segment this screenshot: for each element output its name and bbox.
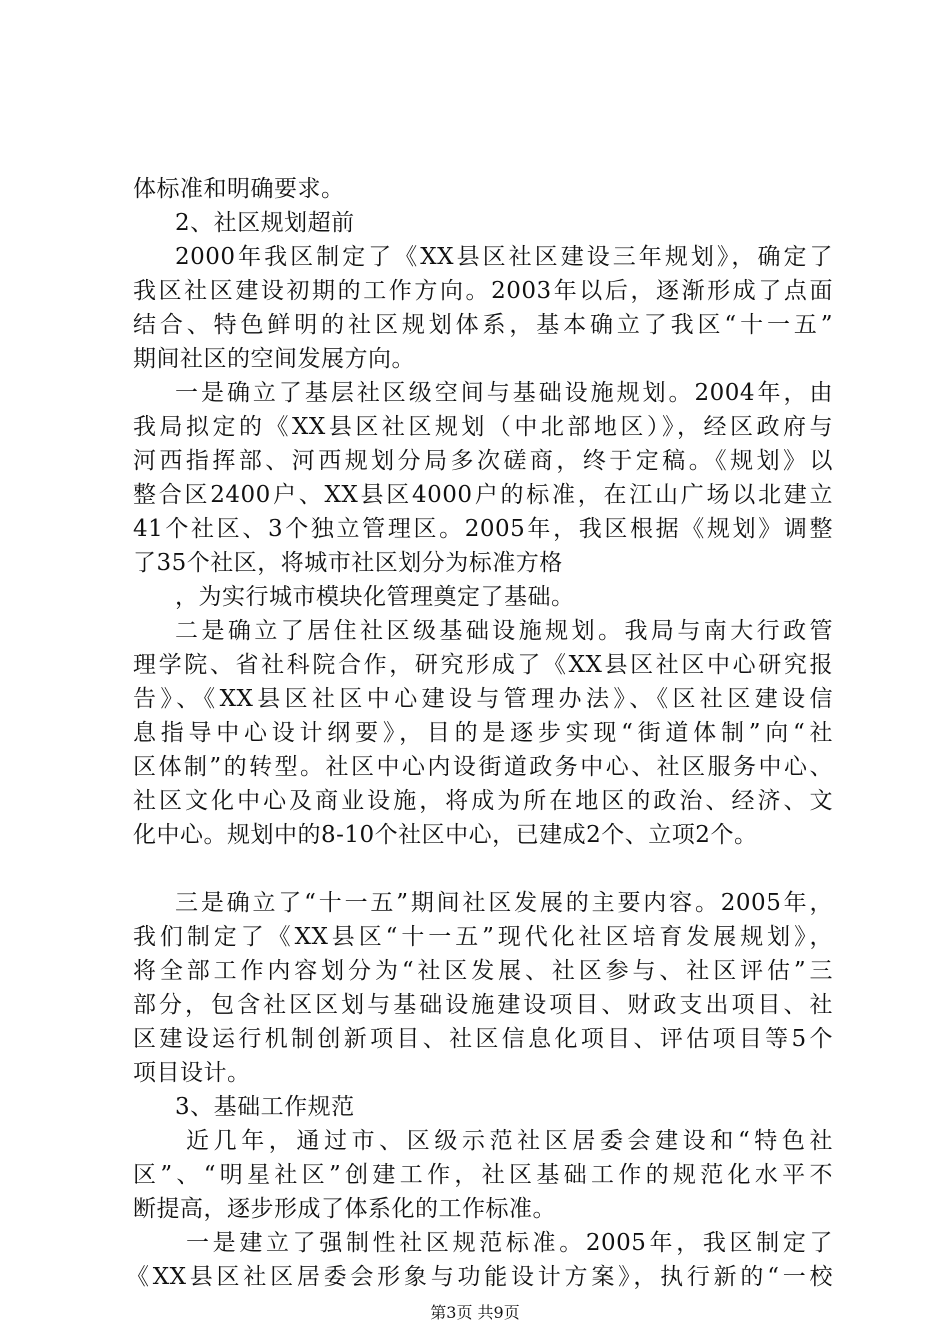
text-line: 《XX县区社区居委会形象与功能设计方案》，执行新的“一校 bbox=[126, 1264, 833, 1290]
text-line: 体标准和明确要求。 bbox=[133, 176, 345, 202]
section-heading: 2、社区规划超前 bbox=[175, 210, 355, 236]
text-line: 近几年，通过市、区级示范社区居委会建设和“特色社 bbox=[186, 1128, 833, 1154]
text-line: 三是确立了“十一五”期间社区发展的主要内容。2005年， bbox=[175, 890, 833, 916]
text-line: 断提高，逐步形成了体系化的工作标准。 bbox=[133, 1196, 556, 1222]
text-line: 整合区2400户、XX县区4000户的标准，在江山广场以北建立 bbox=[133, 482, 833, 508]
text-line: 项目设计。 bbox=[133, 1060, 251, 1086]
text-line: 我们制定了《XX县区“十一五”现代化社区培育发展规划》， bbox=[133, 924, 833, 950]
text-line: 了35个社区，将城市社区划分为标准方格 bbox=[133, 550, 563, 576]
text-line: 息指导中心设计纲要》，目的是逐步实现“街道体制”向“社 bbox=[133, 720, 833, 746]
text-line: 区建设运行机制创新项目、社区信息化项目、评估项目等5个 bbox=[133, 1026, 833, 1052]
text-line: 化中心。规划中的8-10个社区中心，已建成2个、立项2个。 bbox=[133, 822, 758, 848]
text-line: 期间社区的空间发展方向。 bbox=[133, 346, 415, 372]
text-line: 一是建立了强制性社区规范标准。2005年，我区制定了 bbox=[186, 1230, 833, 1256]
section-heading: 3、基础工作规范 bbox=[175, 1094, 355, 1120]
text-line: 部分，包含社区区划与基础设施建设项目、财政支出项目、社 bbox=[133, 992, 833, 1018]
text-line: 二是确立了居住社区级基础设施规划。我局与南大行政管 bbox=[175, 618, 833, 644]
text-line: ，为实行城市模块化管理奠定了基础。 bbox=[175, 584, 575, 610]
text-line: 我区社区建设初期的工作方向。2003年以后，逐渐形成了点面 bbox=[133, 278, 833, 304]
text-line: 社区文化中心及商业设施，将成为所在地区的政治、经济、文 bbox=[133, 788, 833, 814]
text-line: 结合、特色鲜明的社区规划体系，基本确立了我区“十一五” bbox=[133, 312, 833, 338]
page-number-footer: 第3页 共9页 bbox=[430, 1303, 520, 1322]
text-line: 2000年我区制定了《XX县区社区建设三年规划》，确定了 bbox=[175, 244, 833, 270]
text-line: 一是确立了基层社区级空间与基础设施规划。2004年，由 bbox=[175, 380, 833, 406]
text-line: 将全部工作内容划分为“社区发展、社区参与、社区评估”三 bbox=[133, 958, 833, 984]
text-line: 区”、“明星社区”创建工作，社区基础工作的规范化水平不 bbox=[133, 1162, 833, 1188]
text-line: 告》、《XX县区社区中心建设与管理办法》、《区社区建设信 bbox=[133, 686, 833, 712]
text-line: 区体制”的转型。社区中心内设街道政务中心、社区服务中心、 bbox=[133, 754, 833, 780]
text-line: 河西指挥部、河西规划分局多次磋商，终于定稿。《规划》以 bbox=[133, 448, 833, 474]
text-line: 理学院、省社科院合作，研究形成了《XX县区社区中心研究报 bbox=[133, 652, 833, 678]
text-line: 我局拟定的《XX县区社区规划（中北部地区）》，经区政府与 bbox=[133, 414, 833, 440]
text-line: 41个社区、3个独立管理区。2005年，我区根据《规划》调整 bbox=[133, 516, 833, 542]
